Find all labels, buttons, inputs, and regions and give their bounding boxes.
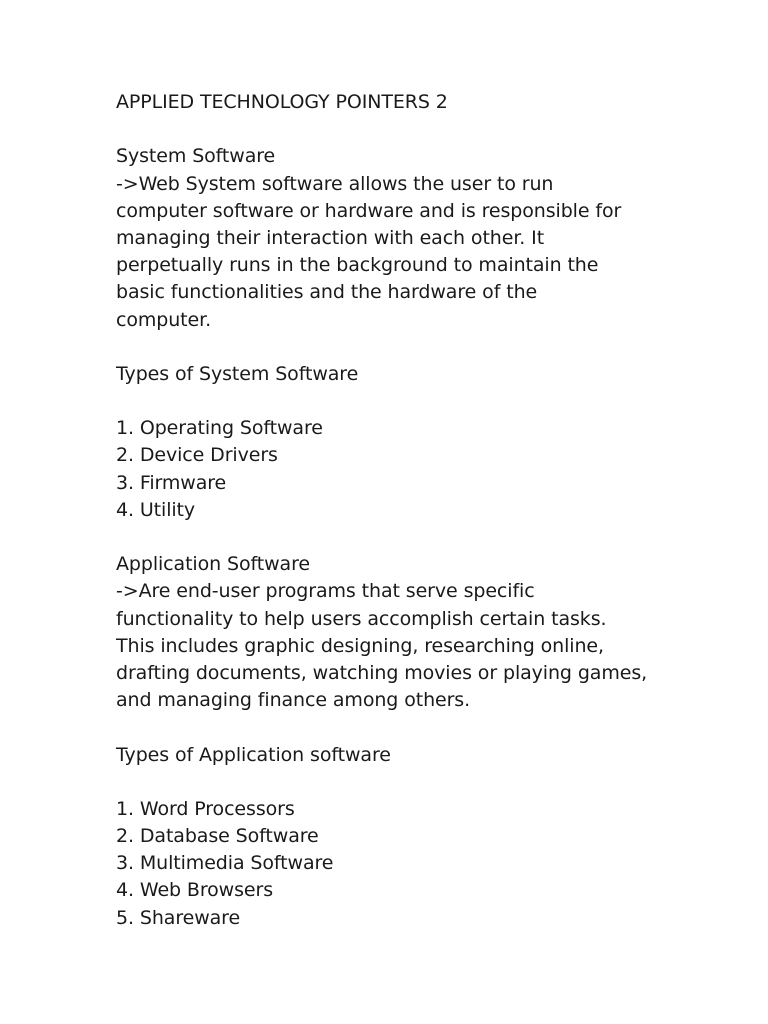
spacer	[116, 769, 716, 796]
spacer	[116, 714, 716, 741]
system-software-description-line: basic functionalities and the hardware of the	[116, 281, 538, 304]
application-software-description-line: and managing finance among others.	[116, 689, 471, 712]
system-software-type-item: 1. Operating Software	[116, 417, 323, 440]
application-software-description-line: functionality to help users accomplish certain tasks.	[116, 607, 607, 630]
application-software-description-line: ->Are end-user programs that serve specific	[116, 580, 535, 603]
system-software-description-line: computer software or hardware and is responsible for	[116, 199, 622, 222]
system-software-type-item: 4. Utility	[116, 498, 196, 521]
document-page	[116, 89, 716, 932]
spacer	[116, 334, 716, 361]
system-software-type-item: 3. Firmware	[116, 471, 227, 494]
application-software-types-heading: Types of Application software	[116, 743, 391, 766]
application-software-type-item: 4. Web Browsers	[116, 879, 274, 902]
application-software-type-item: 3. Multimedia Software	[116, 852, 334, 875]
spacer	[116, 116, 716, 143]
system-software-description-line: computer.	[116, 308, 212, 331]
application-software-type-item: 5. Shareware	[116, 906, 241, 929]
system-software-heading: System Software	[116, 145, 276, 168]
application-software-type-item: 1. Word Processors	[116, 797, 295, 820]
application-software-type-item: 2. Database Software	[116, 825, 319, 848]
system-software-description-line: managing their interaction with each other. It	[116, 226, 545, 249]
spacer	[116, 388, 716, 415]
application-software-description-line: This includes graphic designing, researching online,	[116, 634, 604, 657]
application-software-description-line: drafting documents, watching movies or playing games,	[116, 661, 648, 684]
system-software-description-line: perpetually runs in the background to maintain the	[116, 254, 599, 277]
document-title: APPLIED TECHNOLOGY POINTERS 2	[116, 91, 448, 113]
application-software-heading: Application Software	[116, 553, 310, 576]
system-software-type-item: 2. Device Drivers	[116, 444, 278, 467]
system-software-types-heading: Types of System Software	[116, 362, 359, 385]
spacer	[116, 524, 716, 551]
system-software-description-line: ->Web System software allows the user to run	[116, 172, 554, 195]
